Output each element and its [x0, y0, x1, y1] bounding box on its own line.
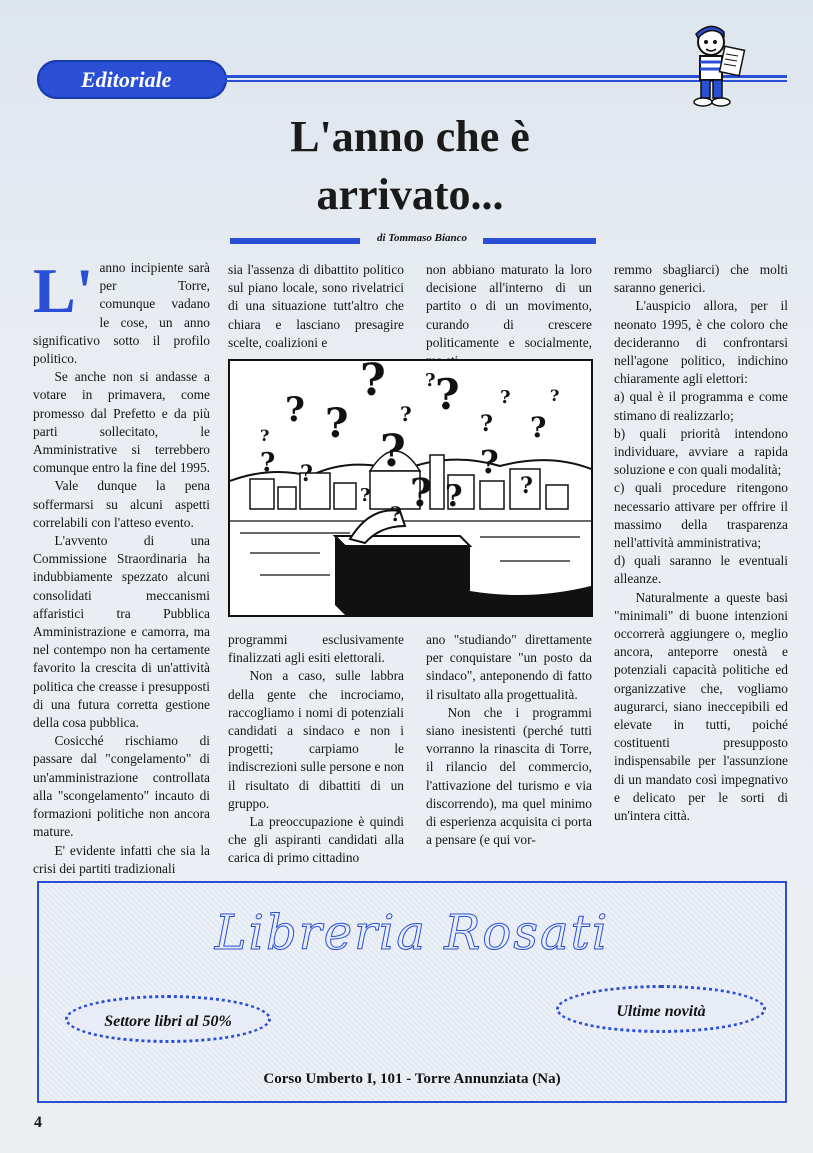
svg-text:?: ?: [260, 426, 270, 445]
paragraph: remmo sbagliarci) che molti saranno generici.: [614, 262, 788, 296]
svg-text:?: ?: [425, 370, 436, 391]
svg-text:?: ?: [400, 402, 412, 426]
svg-text:?: ?: [480, 443, 499, 481]
byline-rule-right: [483, 238, 596, 244]
svg-text:?: ?: [300, 461, 313, 487]
headline-line-1: L'anno che è: [290, 112, 530, 161]
article-headline: [200, 108, 620, 224]
paragraph: L'avvento di una Commissione Straordinaria ha indubbiamente spezzato alcuni consolidati meccanismi affaristici tra Pubblica Amministrazione e camorra, ma nel contempo non ha certamente favorito la crescita di un'attività politica che creasse i presupposti di una futura corretta gestione della cosa pubblica.: [33, 533, 210, 731]
paragraph: L'auspicio allora, per il neonato 1995, è che coloro che decideranno di confrontarsi nell'agone politico, indichino chiaramente agli elettori:: [614, 298, 788, 387]
article-column-3-bottom: [426, 631, 592, 849]
bookstore-advertisement: [37, 881, 787, 1103]
new-releases-badge: Ultime novità: [556, 985, 766, 1033]
paragraph: non abbiano maturato la loro decisione all'interno di un partito o di un movimento, curando di crescere politicamente e socialmente,: [426, 262, 592, 350]
paragraph: sia l'assenza di dibattito politico sul piano locale, sono rivelatrici di una situazione tutt'altro che chiara e lasciano presagire scelte, coalizioni e: [228, 262, 404, 350]
article-column-2-top: [228, 261, 404, 352]
ad-title: Libreria Rosati: [214, 905, 610, 961]
paragraph: E' evidente infatti che sia la crisi dei partiti tradizionali: [33, 842, 210, 876]
paragraph: programmi esclusivamente finalizzati agli esiti elettorali.: [228, 632, 404, 666]
newsboy-mascot-icon: [684, 20, 746, 110]
paragraph: Naturalmente a queste basi "minimali" di buone intenzioni occorrerà aggiungere o, meglio ancora, anteporre onestà e potenziali capacità politiche ed organizzative che, vogliamo augurarci, siano ineccepibili ed elevate in tutti, poiché costituenti presupposto indispensabile per l'assunzione di un mandato così impegnativo e delicato per le sorti di un'intera città.: [614, 589, 788, 824]
svg-text:?: ?: [445, 479, 463, 514]
svg-text:?: ?: [285, 390, 305, 430]
svg-text:?: ?: [380, 426, 406, 477]
page-number: 4: [34, 1114, 42, 1131]
paragraph: Non a caso, sulle labbra della gente che incrociamo, raccogliamo i nomi di potenziali candidati a sindaco e non i progetti; carpiamo le indiscrezioni sulle persone e non il risultato di dibattiti di un gruppo.: [228, 668, 404, 811]
list-item: b) quali priorità intendono individuare, avviare a rapida soluzione e con quali modalità;: [614, 425, 788, 478]
list-item: d) quali saranno le eventuali alleanze.: [614, 553, 788, 587]
svg-text:?: ?: [260, 448, 276, 478]
ad-address: Corso Umberto I, 101 - Torre Annunziata (Na): [263, 1071, 561, 1087]
svg-text:?: ?: [550, 386, 560, 405]
question-marks-over-town-cartoon: [228, 359, 593, 617]
discount-badge: Settore libri al 50%: [65, 995, 271, 1043]
svg-text:?: ?: [520, 473, 533, 499]
paragraph: ano "studiando" direttamente per conquistare "un posto da sindaco", anteponendo di fatto il risultato alla progettualità.: [426, 632, 592, 702]
svg-text:?: ?: [410, 470, 433, 515]
paragraph: Cosicché rischiamo di passare dal "congelamento" di un'amministrazione controllata alla "scongelamento" incauto di formazioni politiche non ancora mature.: [33, 733, 210, 840]
article-column-2-bottom: [228, 631, 404, 868]
byline-rule-left: [230, 238, 360, 244]
cartoon-drawing: [230, 361, 591, 615]
list-item: c) quali procedure ritengono necessario attivare per offrire il massimo della trasparenza nell'attività amministrativa;: [614, 480, 788, 551]
paragraph: Vale dunque la pena soffermarsi su alcuni aspetti correlabili con l'atteso evento.: [33, 478, 210, 530]
article-column-3-top: [426, 261, 592, 370]
list-item: a) qual è il programma e come stimano di realizzarlo;: [614, 389, 788, 423]
paragraph: Se anche non si andasse a votare in primavera, come promesso dal Prefetto e da più parti sollecitato, le Amministrative si terrebbero comunque entro la fine del 1995.: [33, 369, 211, 476]
svg-text:?: ?: [390, 502, 402, 526]
headline-line-2: arrivato...: [316, 170, 504, 219]
svg-text:?: ?: [480, 411, 493, 437]
paragraph: Non che i programmi siano inesistenti (perché tutti vorranno la rinascita di Torre, il rilancio del commercio, l'attivazione del turismo e via discorrendo), ma quel minimo di esperienza acquisita ci porta a pensare (e qui vor-: [426, 704, 592, 848]
article-column-1: [33, 255, 211, 878]
svg-text:?: ?: [325, 400, 349, 447]
svg-text:?: ?: [360, 485, 371, 506]
svg-text:?: ?: [435, 370, 460, 419]
drop-cap: L': [33, 255, 94, 326]
section-label: Editoriale: [37, 60, 227, 99]
paragraph: La preoccupazione è quindi che gli aspiranti candidati alla carica di primo cittadino: [228, 814, 404, 866]
paragraph: L' anno incipiente sarà per Torre, comunque vadano le cose, un anno significativo sotto il profilo politico.: [33, 255, 210, 367]
svg-text:?: ?: [530, 411, 547, 444]
svg-text:?: ?: [360, 361, 386, 406]
svg-text:?: ?: [500, 387, 511, 408]
article-byline: di Tommaso Bianco: [376, 232, 468, 244]
article-column-4: [614, 261, 788, 825]
